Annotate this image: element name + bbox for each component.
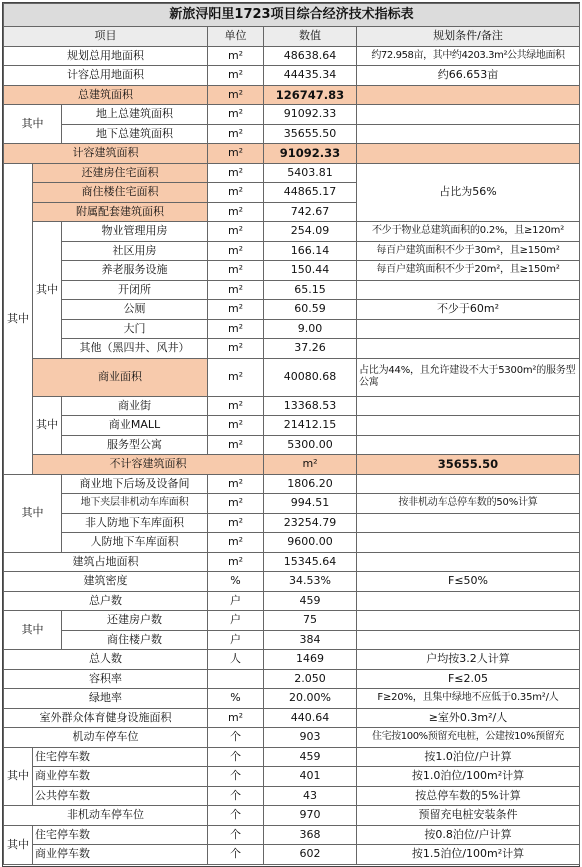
row-unit: m² (208, 300, 264, 320)
row-name: 物业管理用房 (62, 222, 208, 242)
row-unit: m² (208, 339, 264, 359)
row-note (357, 591, 580, 611)
header-note: 规划条件/备注 (357, 27, 580, 47)
row-name: 商业面积 (33, 358, 208, 396)
row-value: 91092.33 (264, 105, 357, 125)
table-row (4, 105, 580, 125)
table-row (4, 845, 580, 865)
row-unit: m² (208, 124, 264, 144)
table-row (4, 611, 580, 631)
row-name: 附属配套建筑面积 (33, 202, 208, 222)
row-name: 商住楼户数 (62, 630, 208, 650)
table-row (4, 396, 580, 416)
table-row (4, 85, 580, 105)
row-unit: % (208, 689, 264, 709)
row-note: 不少于物业总建筑面积的0.2%，且≥120m² (357, 222, 580, 242)
row-unit: m² (208, 708, 264, 728)
row-unit: m² (208, 105, 264, 125)
row-unit: 个 (208, 786, 264, 806)
group-label: 其中 (4, 474, 62, 552)
table-row (4, 630, 580, 650)
group-label: 其中 (33, 222, 62, 359)
row-value: 44865.17 (264, 183, 357, 203)
row-name: 商业街 (62, 396, 208, 416)
table-row (4, 825, 580, 845)
row-note (357, 611, 580, 631)
row-name: 非机动车停车位 (4, 806, 208, 826)
row-value: 401 (264, 767, 357, 787)
row-unit: m² (208, 533, 264, 553)
row-unit: 人 (208, 650, 264, 670)
table-row (4, 241, 580, 261)
table-row (4, 416, 580, 436)
row-note: 按非机动车总停车数的50%计算 (357, 494, 580, 514)
table-row (4, 163, 580, 183)
header-value: 数值 (264, 27, 357, 47)
row-value: 13368.53 (264, 396, 357, 416)
table-row (4, 455, 580, 475)
row-note: 按总停车数的5%计算 (357, 786, 580, 806)
header-unit: 单位 (208, 27, 264, 47)
row-unit: m² (208, 222, 264, 242)
row-name: 商业地下后场及设备间 (62, 474, 208, 494)
row-unit: m² (208, 144, 264, 164)
header-item: 项目 (4, 27, 208, 47)
row-unit: 个 (208, 825, 264, 845)
row-name: 总人数 (4, 650, 208, 670)
row-name: 还建房户数 (62, 611, 208, 631)
row-note (357, 144, 580, 164)
row-value: 35655.50 (357, 455, 580, 475)
row-name: 住宅停车数 (33, 747, 208, 767)
row-name: 社区用房 (62, 241, 208, 261)
row-name: 总建筑面积 (4, 85, 208, 105)
row-name: 大门 (62, 319, 208, 339)
row-value: 21412.15 (264, 416, 357, 436)
group-label: 其中 (4, 825, 33, 864)
row-value: 48638.64 (264, 46, 357, 66)
row-unit: % (208, 572, 264, 592)
row-name: 绿地率 (4, 689, 208, 709)
table-row (4, 533, 580, 553)
row-value: 254.09 (264, 222, 357, 242)
table-row (4, 358, 580, 396)
row-unit: m² (208, 163, 264, 183)
row-note (357, 124, 580, 144)
row-name: 地上总建筑面积 (62, 105, 208, 125)
table-row (4, 144, 580, 164)
row-value: 126747.83 (264, 85, 357, 105)
row-note (357, 396, 580, 416)
group-label: 其中 (4, 163, 33, 474)
row-unit: m² (208, 280, 264, 300)
table-row (4, 708, 580, 728)
row-unit: m² (208, 319, 264, 339)
row-name: 公共停车数 (33, 786, 208, 806)
row-name: 建筑密度 (4, 572, 208, 592)
row-note (357, 474, 580, 494)
row-name: 还建房住宅面积 (33, 163, 208, 183)
table-row (4, 319, 580, 339)
row-name: 公厕 (62, 300, 208, 320)
table-row (4, 728, 580, 748)
table-row (4, 767, 580, 787)
row-name: 地下总建筑面积 (62, 124, 208, 144)
row-value: 23254.79 (264, 513, 357, 533)
row-unit: m² (208, 183, 264, 203)
row-note: 每百户建筑面积不少于20m²，且≥150m² (357, 261, 580, 281)
row-unit: m² (208, 513, 264, 533)
row-unit: 个 (208, 845, 264, 865)
row-unit: 户 (208, 611, 264, 631)
indicator-table (3, 3, 580, 865)
row-note: 占比为56% (357, 163, 580, 222)
table-row (4, 66, 580, 86)
row-note: F≥20%，且集中绿地不应低于0.35m²/人 (357, 689, 580, 709)
table-row (4, 300, 580, 320)
row-value: 65.15 (264, 280, 357, 300)
row-name: 服务型公寓 (62, 435, 208, 455)
row-value: 903 (264, 728, 357, 748)
table-row (4, 339, 580, 359)
table-row (4, 650, 580, 670)
row-unit (208, 669, 264, 689)
row-value: 5300.00 (264, 435, 357, 455)
row-value: 440.64 (264, 708, 357, 728)
row-value: 35655.50 (264, 124, 357, 144)
row-name: 人防地下车库面积 (62, 533, 208, 553)
row-note: 住宅按100%预留充电桩，公建按10%预留充 (357, 728, 580, 748)
row-unit: 户 (208, 630, 264, 650)
row-name: 总户数 (4, 591, 208, 611)
row-name: 建筑占地面积 (4, 552, 208, 572)
row-value: 34.53% (264, 572, 357, 592)
table-row (4, 124, 580, 144)
row-unit: 户 (208, 591, 264, 611)
table-row (4, 280, 580, 300)
row-unit: 个 (208, 728, 264, 748)
row-note: ≥室外0.3m²/人 (357, 708, 580, 728)
row-unit: m² (208, 202, 264, 222)
row-name: 计容建筑面积 (4, 144, 208, 164)
row-value: 37.26 (264, 339, 357, 359)
row-unit: m² (208, 435, 264, 455)
row-note (357, 533, 580, 553)
row-value: 9.00 (264, 319, 357, 339)
table-row (4, 222, 580, 242)
row-note: 约66.653亩 (357, 66, 580, 86)
row-name: 商业停车数 (33, 767, 208, 787)
row-value: 368 (264, 825, 357, 845)
row-name: 开闭所 (62, 280, 208, 300)
row-note: 约72.958亩，其中约4203.3m²公共绿地面积 (357, 46, 580, 66)
table-row (4, 747, 580, 767)
row-note: F≤2.05 (357, 669, 580, 689)
row-note (357, 339, 580, 359)
row-note: 按1.5泊位/100m²计算 (357, 845, 580, 865)
table-title: 新旅浔阳里1723项目综合经济技术指标表 (4, 4, 580, 27)
row-name: 室外群众体育健身设施面积 (4, 708, 208, 728)
row-note: 按0.8泊位/户计算 (357, 825, 580, 845)
row-name: 商业MALL (62, 416, 208, 436)
table-row (4, 591, 580, 611)
row-note (357, 105, 580, 125)
row-note: 占比为44%，且允许建设不大于5300m²的服务型公寓 (357, 358, 580, 396)
row-note (357, 435, 580, 455)
row-value: 1806.20 (264, 474, 357, 494)
row-unit: m² (208, 396, 264, 416)
table-row (4, 689, 580, 709)
row-value: 43 (264, 786, 357, 806)
row-value: 60.59 (264, 300, 357, 320)
row-unit: m² (208, 552, 264, 572)
group-label: 其中 (4, 747, 33, 806)
row-value: 459 (264, 747, 357, 767)
row-value: 459 (264, 591, 357, 611)
row-unit: m² (208, 494, 264, 514)
row-unit: 个 (208, 767, 264, 787)
row-name: 养老服务设施 (62, 261, 208, 281)
row-value: 5403.81 (264, 163, 357, 183)
row-note: 户均按3.2人计算 (357, 650, 580, 670)
row-value: 40080.68 (264, 358, 357, 396)
row-value: 75 (264, 611, 357, 631)
row-value: 1469 (264, 650, 357, 670)
table-row (4, 552, 580, 572)
row-name: 非人防地下车库面积 (62, 513, 208, 533)
row-note: 按1.0泊位/100m²计算 (357, 767, 580, 787)
row-value: 970 (264, 806, 357, 826)
table-row (4, 46, 580, 66)
row-unit: m² (208, 46, 264, 66)
row-value: 150.44 (264, 261, 357, 281)
row-unit: m² (208, 66, 264, 86)
row-name: 地下夹层非机动车库面积 (62, 494, 208, 514)
row-name: 其他（黑四井、风井） (62, 339, 208, 359)
row-value: 602 (264, 845, 357, 865)
table-row (4, 806, 580, 826)
row-note (357, 85, 580, 105)
row-value: 742.67 (264, 202, 357, 222)
row-value: 384 (264, 630, 357, 650)
group-label: 其中 (4, 611, 62, 650)
row-note: 预留充电桩安装条件 (357, 806, 580, 826)
row-note (357, 319, 580, 339)
row-note: 按1.0泊位/户计算 (357, 747, 580, 767)
row-value: 15345.64 (264, 552, 357, 572)
row-unit: 个 (208, 806, 264, 826)
row-unit: m² (208, 474, 264, 494)
row-note (357, 552, 580, 572)
row-note (357, 630, 580, 650)
table-row (4, 513, 580, 533)
row-name: 商住楼住宅面积 (33, 183, 208, 203)
row-unit: m² (208, 358, 264, 396)
group-label: 其中 (33, 396, 62, 455)
table-row (4, 572, 580, 592)
row-value: 44435.34 (264, 66, 357, 86)
row-value: 20.00% (264, 689, 357, 709)
row-name: 住宅停车数 (33, 825, 208, 845)
row-unit: m² (208, 241, 264, 261)
table-row (4, 435, 580, 455)
indicator-sheet (2, 2, 580, 867)
row-value: 994.51 (264, 494, 357, 514)
row-name: 不计容建筑面积 (33, 455, 264, 475)
row-name: 商业停车数 (33, 845, 208, 865)
row-name: 规划总用地面积 (4, 46, 208, 66)
row-value: 91092.33 (264, 144, 357, 164)
group-label: 其中 (4, 105, 62, 144)
row-name: 机动车停车位 (4, 728, 208, 748)
row-unit: m² (208, 85, 264, 105)
row-note (357, 280, 580, 300)
row-unit: 个 (208, 747, 264, 767)
table-row (4, 494, 580, 514)
row-note: 每百户建筑面积不少于30m²，且≥150m² (357, 241, 580, 261)
row-name: 容积率 (4, 669, 208, 689)
table-row (4, 474, 580, 494)
row-value: 9600.00 (264, 533, 357, 553)
row-value: 166.14 (264, 241, 357, 261)
row-unit: m² (264, 455, 357, 475)
row-unit: m² (208, 261, 264, 281)
row-note: F≤50% (357, 572, 580, 592)
row-note (357, 513, 580, 533)
row-value: 2.050 (264, 669, 357, 689)
table-row (4, 786, 580, 806)
row-unit: m² (208, 416, 264, 436)
table-row (4, 669, 580, 689)
row-note (357, 416, 580, 436)
table-row (4, 261, 580, 281)
row-name: 计容总用地面积 (4, 66, 208, 86)
row-note: 不少于60m² (357, 300, 580, 320)
